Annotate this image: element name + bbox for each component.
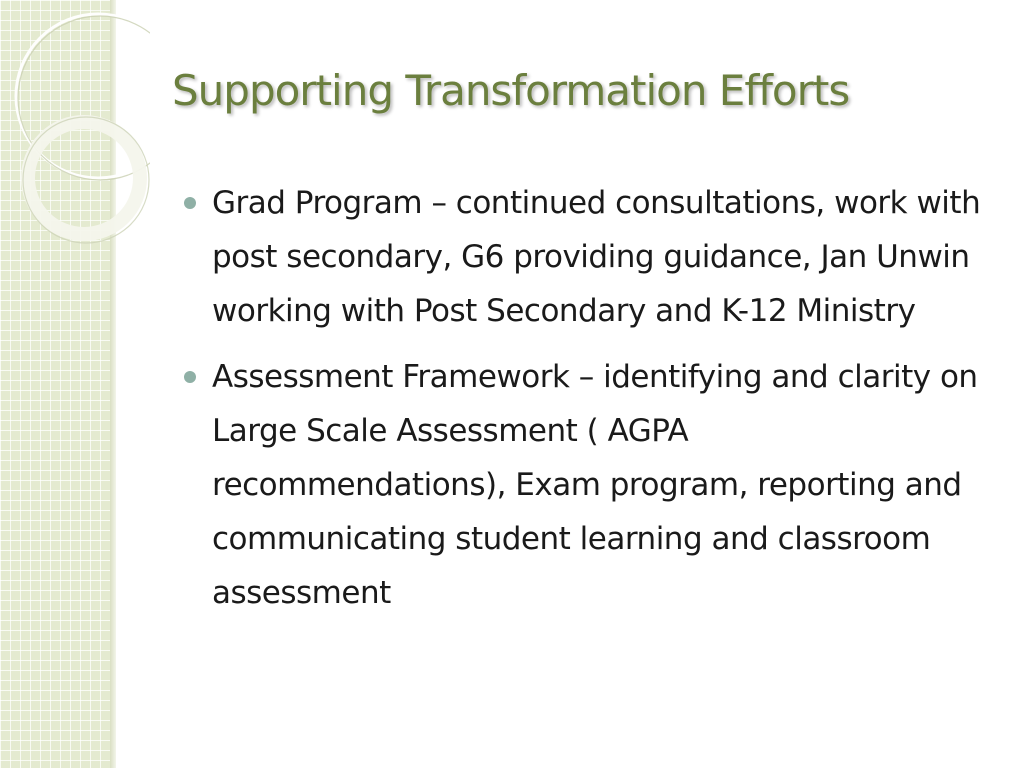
decorative-rings (0, 0, 150, 260)
bullet-dot-icon (184, 371, 196, 383)
bullet-text: Grad Program – continued consultations, work with post secondary, G6 providing guidance, Jan Unwin working with Post Secondary and K-12 Ministry (212, 185, 981, 329)
slide-title: Supporting Transformation Efforts (172, 66, 850, 115)
bullet-item-grad-program (184, 176, 984, 338)
bullet-list (184, 176, 984, 632)
bullet-dot-icon (184, 197, 196, 209)
bullet-item-assessment-framework (184, 350, 984, 620)
bullet-text: Assessment Framework – identifying and clarity on Large Scale Assessment ( AGPA recommendations), Exam program, reporting and communicating student learning and classroom assessment (212, 359, 978, 611)
